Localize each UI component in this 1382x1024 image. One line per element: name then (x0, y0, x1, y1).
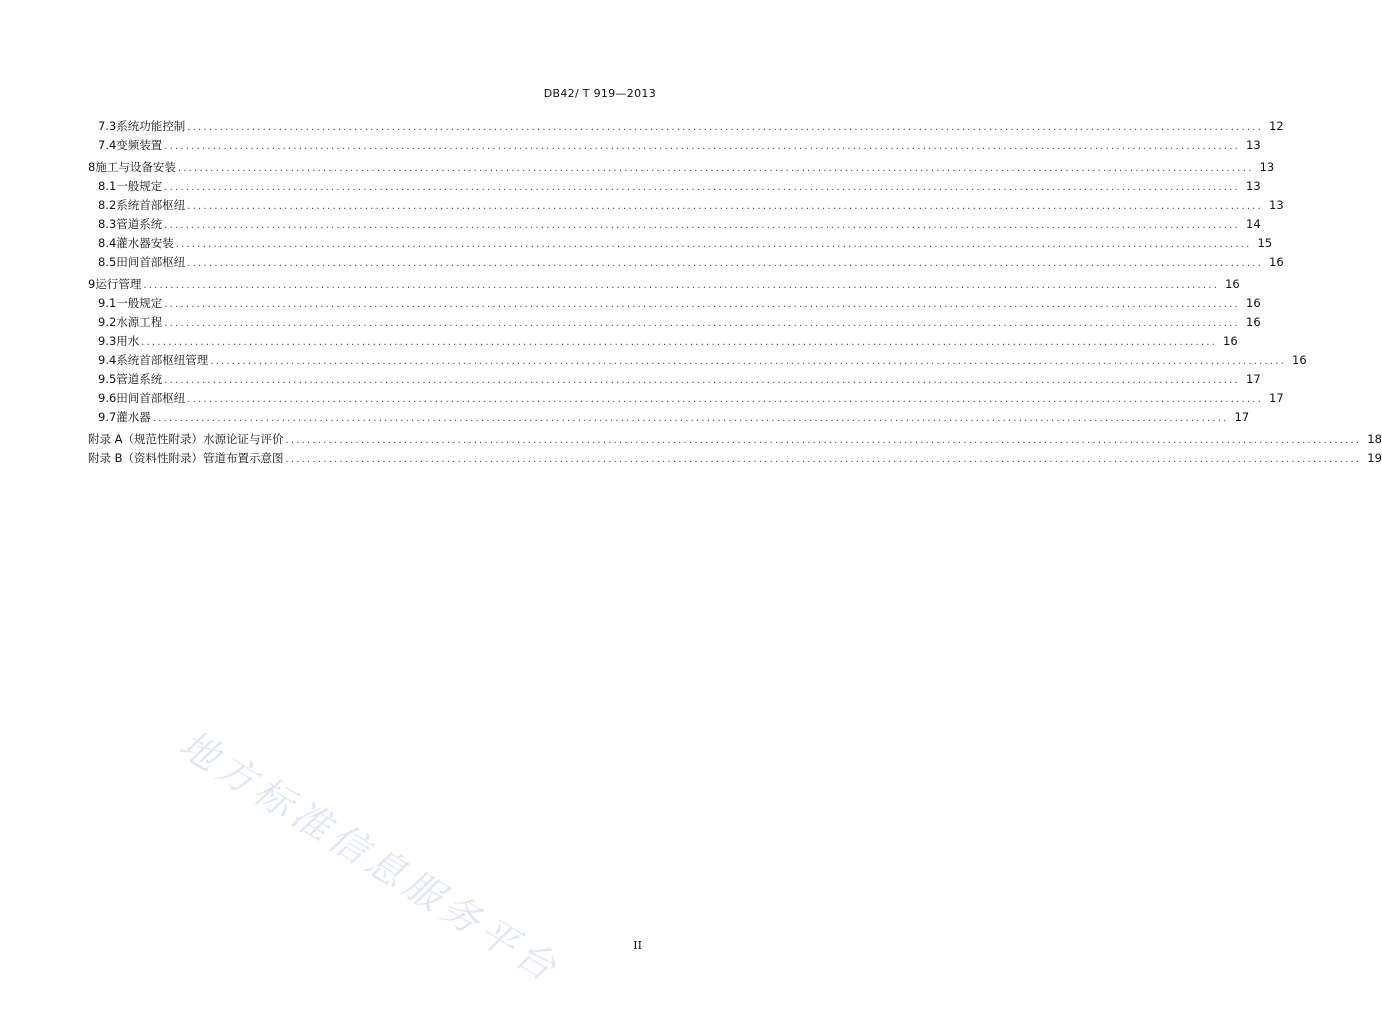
toc-entry[interactable] (88, 275, 1240, 294)
toc-entry[interactable] (88, 177, 1261, 196)
toc-leader-dots: ........................................................................................................................................................................................................ (177, 163, 1254, 174)
toc-entry-title: 灌水器安装 (116, 236, 174, 250)
toc-entry[interactable] (88, 313, 1261, 332)
toc-entry-page: 17 (1269, 391, 1284, 405)
toc-entry-page: 16 (1225, 277, 1240, 291)
toc-entry-number: 8.1 (98, 179, 117, 193)
toc-entry[interactable] (88, 234, 1273, 253)
toc-leader-dots: ........................................................................................................................................................................................................ (175, 239, 1252, 250)
toc-entry-number: 9 (88, 277, 96, 291)
toc-entry-title: 一般规定 (116, 296, 163, 310)
toc-entry-page: 16 (1223, 334, 1238, 348)
toc-entry-page: 13 (1246, 138, 1261, 152)
toc-entry-title: 系统功能控制 (116, 119, 186, 133)
toc-leader-dots: ........................................................................................................................................................................................................ (187, 394, 1264, 405)
toc-entry-number: 附录 A（规范性附录） (88, 432, 204, 446)
toc-leader-dots: ........................................................................................................................................................................................................ (187, 258, 1264, 269)
toc-entry-title: 水源论证与评价 (203, 432, 284, 446)
toc-leader-dots: ........................................................................................................................................................................................................ (164, 182, 1241, 193)
toc-entry-page: 15 (1257, 236, 1273, 250)
toc-entry-title: 变频装置 (116, 138, 163, 152)
toc-entry-page: 12 (1269, 119, 1284, 133)
toc-entry-page: 17 (1234, 410, 1250, 424)
toc-entry-number: 8 (88, 160, 96, 174)
toc-entry-title: 灌水器 (116, 410, 151, 424)
table-of-contents (88, 117, 1382, 468)
toc-entry-number: 附录 B（资料性附录） (88, 451, 204, 465)
toc-entry-page: 16 (1246, 315, 1261, 329)
toc-entry-number: 7.4 (98, 138, 117, 152)
toc-leader-dots: ........................................................................................................................................................................................................ (141, 337, 1218, 348)
toc-entry-title: 管道系统 (116, 372, 163, 386)
toc-entry-title: 田间首部枢纽 (116, 255, 186, 269)
toc-leader-dots: ........................................................................................................................................................................................................ (164, 375, 1241, 386)
toc-entry-page: 18 (1367, 432, 1382, 446)
toc-entry-page: 16 (1269, 255, 1284, 269)
toc-entry[interactable] (88, 389, 1284, 408)
toc-entry-title: 施工与设备安装 (95, 160, 176, 174)
footer-page-number: II (633, 939, 642, 952)
watermark: 地方标准信息服务平台 (171, 721, 568, 993)
toc-entry[interactable] (88, 408, 1250, 427)
toc-entry-number: 8.4 (98, 236, 117, 250)
toc-entry[interactable] (88, 215, 1261, 234)
toc-leader-dots: ........................................................................................................................................................................................................ (187, 122, 1264, 133)
toc-entry-number: 9.1 (98, 296, 117, 310)
toc-entry[interactable] (88, 158, 1275, 177)
toc-entry[interactable] (88, 117, 1284, 136)
toc-entry[interactable] (88, 370, 1261, 389)
toc-entry-number: 8.5 (98, 255, 117, 269)
toc-entry-title: 田间首部枢纽 (116, 391, 186, 405)
toc-leader-dots: ........................................................................................................................................................................................................ (187, 201, 1264, 212)
toc-entry-title: 一般规定 (116, 179, 163, 193)
header-code: DB42/ T 919—2013 (543, 87, 656, 100)
toc-entry-page: 16 (1246, 296, 1261, 310)
toc-leader-dots: ........................................................................................................................................................................................................ (164, 220, 1241, 231)
toc-entry[interactable] (88, 332, 1238, 351)
toc-entry-number: 8.2 (98, 198, 117, 212)
toc-entry-page: 17 (1246, 372, 1261, 386)
toc-entry[interactable] (88, 253, 1284, 272)
toc-entry[interactable] (88, 294, 1261, 313)
toc-entry-page: 13 (1259, 160, 1275, 174)
toc-entry-number: 9.3 (98, 334, 117, 348)
toc-entry-title: 管道布置示意图 (203, 451, 284, 465)
toc-leader-dots: ........................................................................................................................................................................................................ (164, 299, 1241, 310)
toc-entry-number: 9.6 (98, 391, 117, 405)
toc-leader-dots: ........................................................................................................................................................................................................ (152, 413, 1229, 424)
toc-entry-title: 水源工程 (116, 315, 163, 329)
toc-entry-number: 9.2 (98, 315, 117, 329)
toc-entry[interactable] (88, 136, 1261, 155)
toc-entry-page: 13 (1269, 198, 1284, 212)
toc-entry-number: 8.3 (98, 217, 117, 231)
toc-entry-number: 9.4 (98, 353, 117, 367)
toc-entry-title: 系统首部枢纽管理 (116, 353, 209, 367)
toc-entry-title: 系统首部枢纽 (116, 198, 186, 212)
toc-entry-title: 用水 (116, 334, 140, 348)
toc-leader-dots: ........................................................................................................................................................................................................ (164, 318, 1241, 329)
toc-entry-page: 14 (1246, 217, 1261, 231)
toc-leader-dots: ........................................................................................................................................................................................................ (210, 356, 1287, 367)
toc-leader-dots: ........................................................................................................................................................................................................ (143, 280, 1220, 291)
toc-entry[interactable] (88, 196, 1284, 215)
toc-entry-page: 13 (1246, 179, 1261, 193)
toc-leader-dots: ........................................................................................................................................................................................................ (285, 435, 1362, 446)
toc-entry[interactable] (88, 351, 1307, 370)
toc-leader-dots: ........................................................................................................................................................................................................ (285, 454, 1362, 465)
toc-entry-title: 管道系统 (116, 217, 163, 231)
toc-entry-title: 运行管理 (95, 277, 142, 291)
toc-entry-page: 19 (1367, 451, 1382, 465)
toc-entry-page: 16 (1292, 353, 1307, 367)
toc-entry-number: 7.3 (98, 119, 117, 133)
toc-leader-dots: ........................................................................................................................................................................................................ (164, 141, 1241, 152)
toc-entry[interactable] (88, 430, 1382, 449)
toc-entry[interactable] (88, 449, 1382, 468)
toc-entry-number: 9.5 (98, 372, 117, 386)
toc-entry-number: 9.7 (98, 410, 117, 424)
